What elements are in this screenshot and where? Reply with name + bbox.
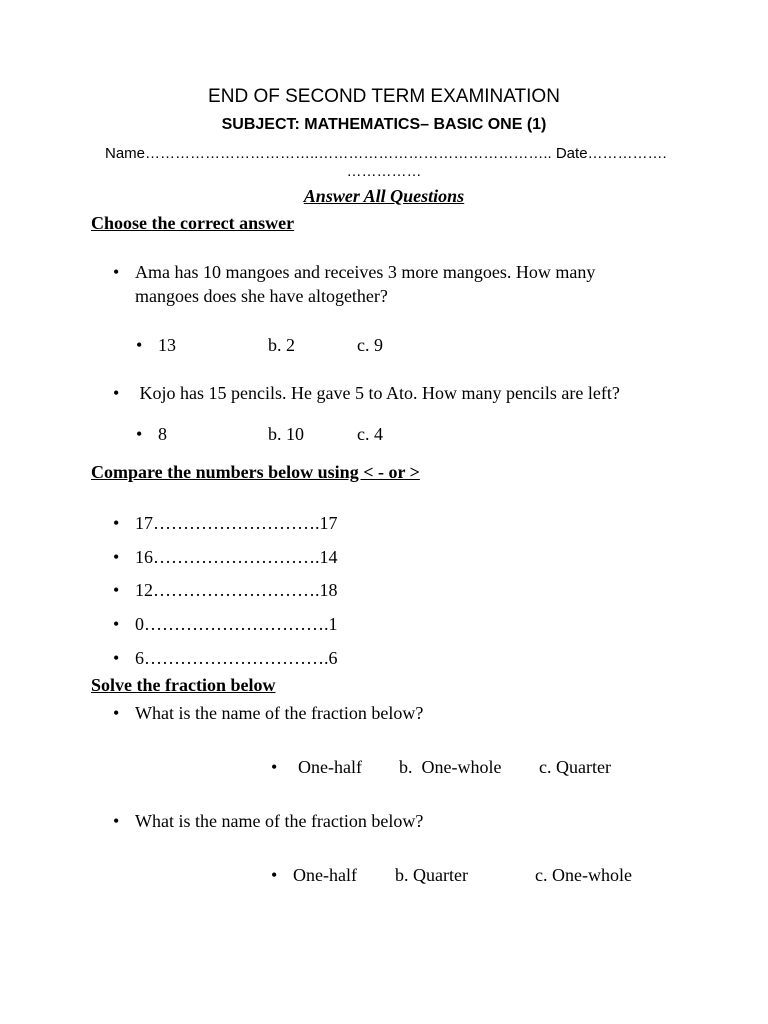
compare-text: 17……………………….17 [135,513,338,533]
question-text: mangoes does she have altogether? [135,286,388,306]
option-a: One-half [293,865,357,885]
question-2 [113,383,733,409]
exam-subject: SUBJECT: MATHEMATICS– BASIC ONE (1) [221,116,547,133]
bullet: • [113,811,120,831]
section-heading-compare: Compare the numbers below using < - or > [91,462,420,482]
compare-text: 0………………………….1 [135,614,338,634]
compare-text: 16……………………….14 [135,547,338,567]
option-b: b. 10 [268,424,304,444]
section-heading-fraction: Solve the fraction below [91,675,276,695]
bullet: • [113,383,120,403]
bullet: • [113,614,120,634]
option-bullet: • [271,865,278,885]
question-text: What is the name of the fraction below? [135,811,424,831]
bullet: • [113,703,120,723]
question-3 [113,703,613,729]
bullet: • [113,648,120,668]
bullet: • [113,547,120,567]
option-b: b. 2 [268,335,295,355]
question-1 [113,262,713,312]
compare-text: 6………………………….6 [135,648,338,668]
option-c: c. 9 [357,335,383,355]
bullet: • [113,262,120,282]
exam-title: END OF SECOND TERM EXAMINATION [208,86,560,107]
option-a: One-half [298,757,362,777]
option-bullet: • [136,424,143,444]
option-c: c. One-whole [535,865,632,885]
question-text: Kojo has 15 pencils. He gave 5 to Ato. How many pencils are left? [135,383,620,403]
name-date-line-continued: …………… [346,163,422,180]
option-a: 13 [158,335,176,355]
compare-text: 12……………………….18 [135,580,338,600]
option-bullet: • [271,757,278,777]
option-b: b. Quarter [395,865,468,885]
bullet: • [113,580,120,600]
name-date-line: Name……………………………..……………………………………….. Date……………. [105,145,667,162]
option-bullet: • [136,335,143,355]
question-text: What is the name of the fraction below? [135,703,424,723]
section-heading-choose: Choose the correct answer [91,213,295,233]
question-4 [113,811,613,837]
option-c: c. 4 [357,424,383,444]
option-c: c. Quarter [539,757,611,777]
question-text: Ama has 10 mangoes and receives 3 more mangoes. How many [135,262,596,282]
option-a: 8 [158,424,167,444]
option-b: b. One-whole [399,757,502,777]
instruction: Answer All Questions [303,186,465,206]
bullet: • [113,513,120,533]
